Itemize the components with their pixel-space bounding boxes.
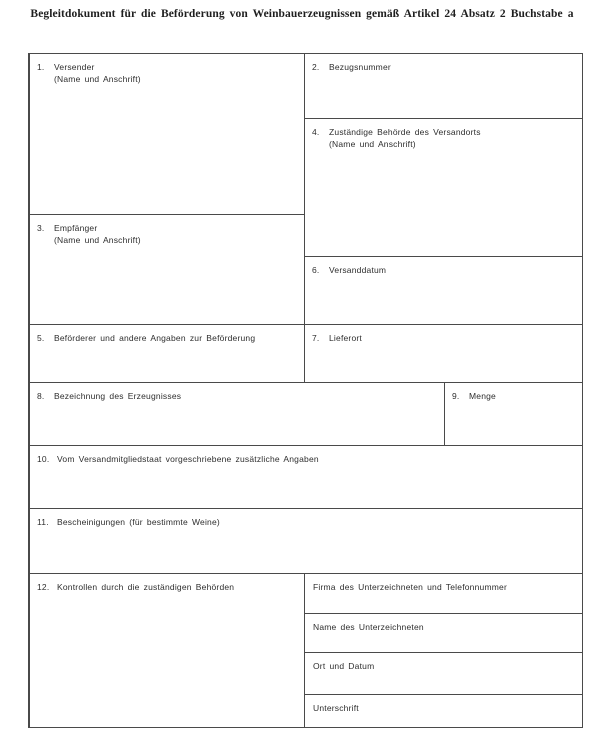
field-10-zusaetzliche-angaben xyxy=(30,445,582,508)
field-text: Versender (Name und Anschrift) xyxy=(54,62,141,85)
form-left-column xyxy=(30,54,305,382)
form-right-column xyxy=(305,54,582,382)
signature-firma-cell xyxy=(305,574,582,613)
field-number: 9. xyxy=(452,391,460,401)
field-4-zustaendige-behoerde xyxy=(305,118,582,256)
field-text: Lieferort xyxy=(329,333,362,343)
field-label xyxy=(37,332,298,344)
field-number: 5. xyxy=(37,333,45,343)
form-top-section xyxy=(30,54,582,382)
field-number: 2. xyxy=(312,62,320,72)
field-label xyxy=(312,61,576,73)
signature-column xyxy=(305,574,582,728)
field-number: 1. xyxy=(37,62,45,72)
field-text: Bezeichnung des Erzeugnisses xyxy=(54,391,182,401)
signature-ort-datum-cell xyxy=(305,652,582,694)
field-label xyxy=(312,264,576,276)
field-9-menge xyxy=(445,383,582,445)
signature-unterschrift-cell xyxy=(305,694,582,728)
form-table xyxy=(28,53,583,728)
field-text: Beförderer und andere Angaben zur Beförderung xyxy=(54,333,256,343)
field-label: Ort und Datum xyxy=(313,661,375,672)
field-label: Unterschrift xyxy=(313,703,359,714)
field-2-bezugsnummer xyxy=(305,54,582,118)
field-number: 3. xyxy=(37,223,45,233)
field-number: 7. xyxy=(312,333,320,343)
field-label xyxy=(37,222,298,247)
field-11-bescheinigungen xyxy=(30,508,582,573)
signature-name-cell xyxy=(305,613,582,653)
form-row-12 xyxy=(30,573,582,728)
field-text: Vom Versandmitgliedstaat vorgeschriebene zusätzliche Angaben xyxy=(57,454,319,464)
field-number: 12. xyxy=(37,582,50,592)
field-label xyxy=(37,390,438,402)
field-number: 4. xyxy=(312,127,320,137)
field-label: Firma des Unterzeichneten und Telefonnummer xyxy=(313,582,507,592)
field-text: Empfänger (Name und Anschrift) xyxy=(54,223,141,246)
field-text: Bezugsnummer xyxy=(329,62,391,72)
document-title: Begleitdokument für die Beförderung von Weinbauerzeugnissen gemäß Artikel 24 Absatz 2 Buchstabe a xyxy=(30,8,574,20)
field-label xyxy=(312,126,576,151)
field-cell xyxy=(30,446,582,469)
field-7-lieferort xyxy=(305,324,582,382)
field-5-befoerderer xyxy=(30,324,304,382)
field-1-versender xyxy=(30,54,304,214)
field-8-bezeichnung xyxy=(30,383,445,445)
field-label xyxy=(37,61,298,86)
field-label xyxy=(37,453,576,465)
field-number: 11. xyxy=(37,517,49,527)
field-text: Zuständige Behörde des Versandorts (Name und Anschrift) xyxy=(329,127,481,150)
field-6-versanddatum xyxy=(305,256,582,324)
field-cell xyxy=(30,509,582,532)
field-text: Bescheinigungen (für bestimmte Weine) xyxy=(57,517,220,527)
field-label xyxy=(452,390,576,402)
field-number: 8. xyxy=(37,391,45,401)
field-text: Versanddatum xyxy=(329,265,387,275)
field-text: Kontrollen durch die zuständigen Behörden xyxy=(57,582,235,592)
field-number: 10. xyxy=(37,454,50,464)
field-3-empfaenger xyxy=(30,214,304,324)
form-row-8-9 xyxy=(30,382,582,445)
field-text: Menge xyxy=(469,391,496,401)
field-label xyxy=(312,332,576,344)
field-label xyxy=(37,581,298,593)
field-label: Name des Unterzeichneten xyxy=(313,621,424,632)
field-12-kontrollen xyxy=(30,574,305,728)
field-label xyxy=(37,516,576,528)
field-number: 6. xyxy=(312,265,320,275)
